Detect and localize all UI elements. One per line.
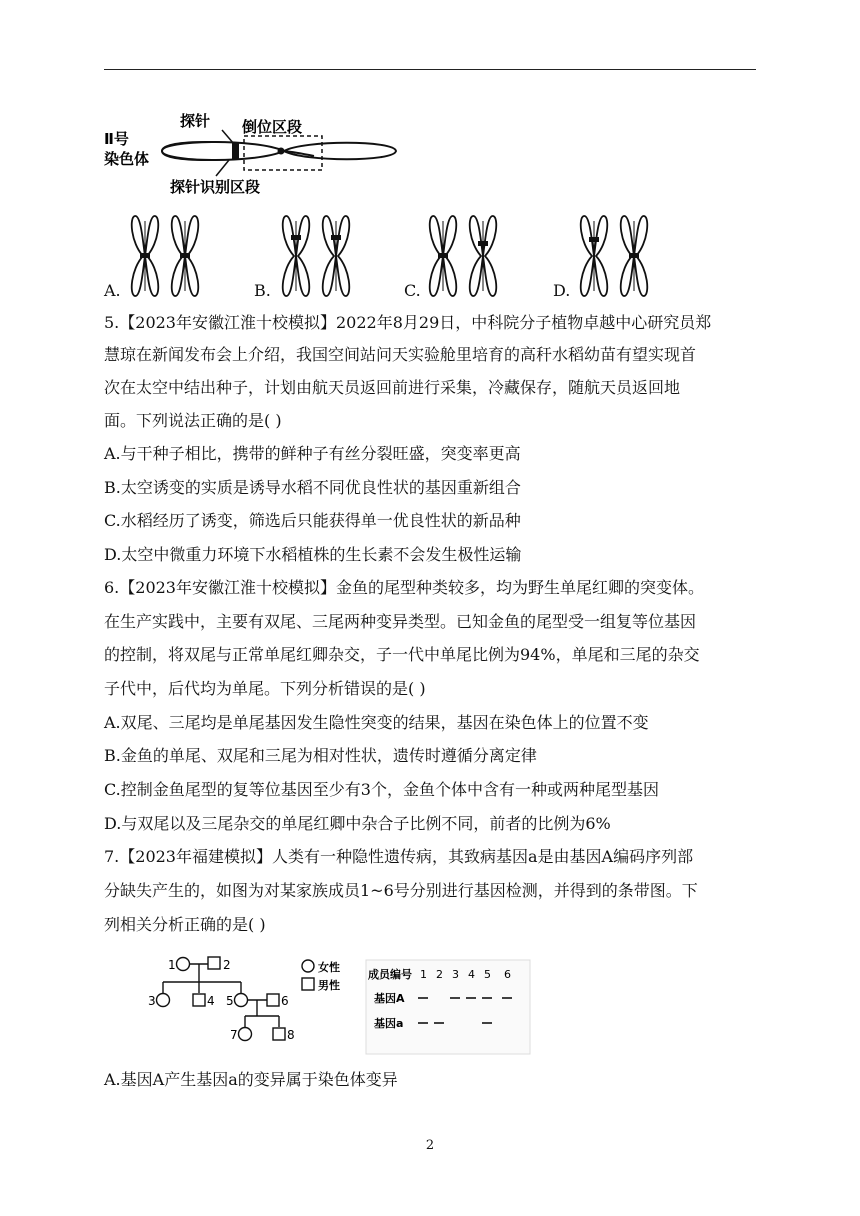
option-b-chromosomes bbox=[276, 213, 356, 299]
pedigree-chart bbox=[140, 952, 370, 1047]
probe-region-label: 探针识别区段 bbox=[170, 178, 261, 196]
q7-stem-line-2: 分缺失产生的，如图为对某家族成员1~6号分别进行基因检测，并得到的条带图。下 bbox=[104, 881, 698, 900]
gel-band-chart bbox=[364, 958, 534, 1058]
q6-option-d: D.与双尾以及三尾杂交的单尾红卿中杂合子比例不同，前者的比例为6% bbox=[104, 814, 611, 833]
legend-male-label: 男性 bbox=[318, 979, 340, 992]
chromosome-label-2: 染色体 bbox=[104, 150, 150, 168]
option-a-label: A. bbox=[104, 281, 121, 300]
probe-label: 探针 bbox=[180, 112, 211, 130]
centromere bbox=[278, 148, 285, 155]
chromosome-probe-figure bbox=[104, 104, 414, 199]
pedigree-number-7: 7 bbox=[230, 1028, 238, 1042]
q6-stem-line-4: 子代中，后代均为单尾。下列分析错误的是( ) bbox=[104, 679, 426, 698]
q6-option-c: C.控制金鱼尾型的复等位基因至少有3个，金鱼个体中含有一种或两种尾型基因 bbox=[104, 780, 659, 799]
pedigree-number-5: 5 bbox=[226, 994, 234, 1008]
q6-stem-line-1: 6.【2023年安徽江淮十校模拟】金鱼的尾型种类较多，均为野生单尾红卿的突变体。 bbox=[104, 578, 704, 597]
gel-header: 成员编号 bbox=[368, 968, 412, 981]
gel-member-3: 3 bbox=[452, 968, 459, 981]
q6-option-b: B.金鱼的单尾、双尾和三尾为相对性状，遗传时遵循分离定律 bbox=[104, 746, 537, 765]
q5-stem-line-1: 5.【2023年安徽江淮十校模拟】2022年8月29日，中科院分子植物卓越中心研究员郑 bbox=[104, 313, 712, 332]
q5-stem-line-3: 次在太空中结出种子，计划由航天员返回前进行采集，冷藏保存，随航天员返回地 bbox=[104, 378, 681, 397]
q5-stem-line-2: 慧琼在新闻发布会上介绍，我国空间站问天实验舱里培育的高秆水稻幼苗有望实现首 bbox=[104, 345, 697, 364]
pedigree-number-4: 4 bbox=[207, 994, 215, 1008]
q7-option-a: A.基因A产生基因a的变异属于染色体变异 bbox=[104, 1070, 398, 1089]
q5-option-b: B.太空诱变的实质是诱导水稻不同优良性状的基因重新组合 bbox=[104, 478, 521, 497]
chromosome-label: Ⅱ号 bbox=[104, 130, 129, 148]
q6-stem-line-2: 在生产实践中，主要有双尾、三尾两种变异类型。已知金鱼的尾型受一组复等位基因 bbox=[104, 612, 697, 631]
gel-member-1: 1 bbox=[420, 968, 427, 981]
gel-row-gene-A: 基因A bbox=[374, 992, 405, 1005]
legend-female-icon bbox=[302, 960, 314, 972]
q5-option-d: D.太空中微重力环境下水稻植株的生长素不会发生极性运输 bbox=[104, 545, 522, 564]
pedigree-number-1: 1 bbox=[168, 958, 176, 972]
pedigree-number-8: 8 bbox=[287, 1028, 295, 1042]
option-c-chromosomes bbox=[423, 213, 503, 299]
page-number: 2 bbox=[425, 1138, 435, 1153]
gel-member-5: 5 bbox=[484, 968, 491, 981]
header-rule bbox=[104, 69, 756, 70]
gel-member-2: 2 bbox=[436, 968, 443, 981]
gel-row-gene-a: 基因a bbox=[374, 1017, 404, 1030]
q6-option-a: A.双尾、三尾均是单尾基因发生隐性突变的结果，基因在染色体上的位置不变 bbox=[104, 713, 649, 732]
q5-option-a: A.与干种子相比，携带的鲜种子有丝分裂旺盛，突变率更高 bbox=[104, 444, 521, 463]
q5-stem-line-4: 面。下列说法正确的是( ) bbox=[104, 411, 282, 430]
q5-option-c: C.水稻经历了诱变，筛选后只能获得单一优良性状的新品种 bbox=[104, 511, 521, 530]
legend-male-icon bbox=[302, 978, 314, 990]
pedigree-number-3: 3 bbox=[148, 994, 156, 1008]
option-c-label: C. bbox=[404, 281, 421, 300]
q7-stem-line-3: 列相关分析正确的是( ) bbox=[104, 915, 266, 934]
inversion-label: 倒位区段 bbox=[242, 118, 303, 136]
option-d-chromosomes bbox=[574, 213, 654, 299]
gel-member-6: 6 bbox=[504, 968, 511, 981]
option-b-label: B. bbox=[254, 281, 271, 300]
legend-female-label: 女性 bbox=[318, 961, 340, 974]
option-d-label: D. bbox=[553, 281, 571, 300]
option-a-chromosomes bbox=[125, 213, 205, 299]
gel-member-4: 4 bbox=[468, 968, 475, 981]
q6-stem-line-3: 的控制，将双尾与正常单尾红卿杂交，子一代中单尾比例为94%，单尾和三尾的杂交 bbox=[104, 645, 700, 664]
pedigree-number-2: 2 bbox=[223, 958, 231, 972]
probe-mark bbox=[232, 143, 239, 159]
pedigree-number-6: 6 bbox=[281, 994, 289, 1008]
q7-stem-line-1: 7.【2023年福建模拟】人类有一种隐性遗传病，其致病基因a是由基因A编码序列部 bbox=[104, 847, 694, 866]
